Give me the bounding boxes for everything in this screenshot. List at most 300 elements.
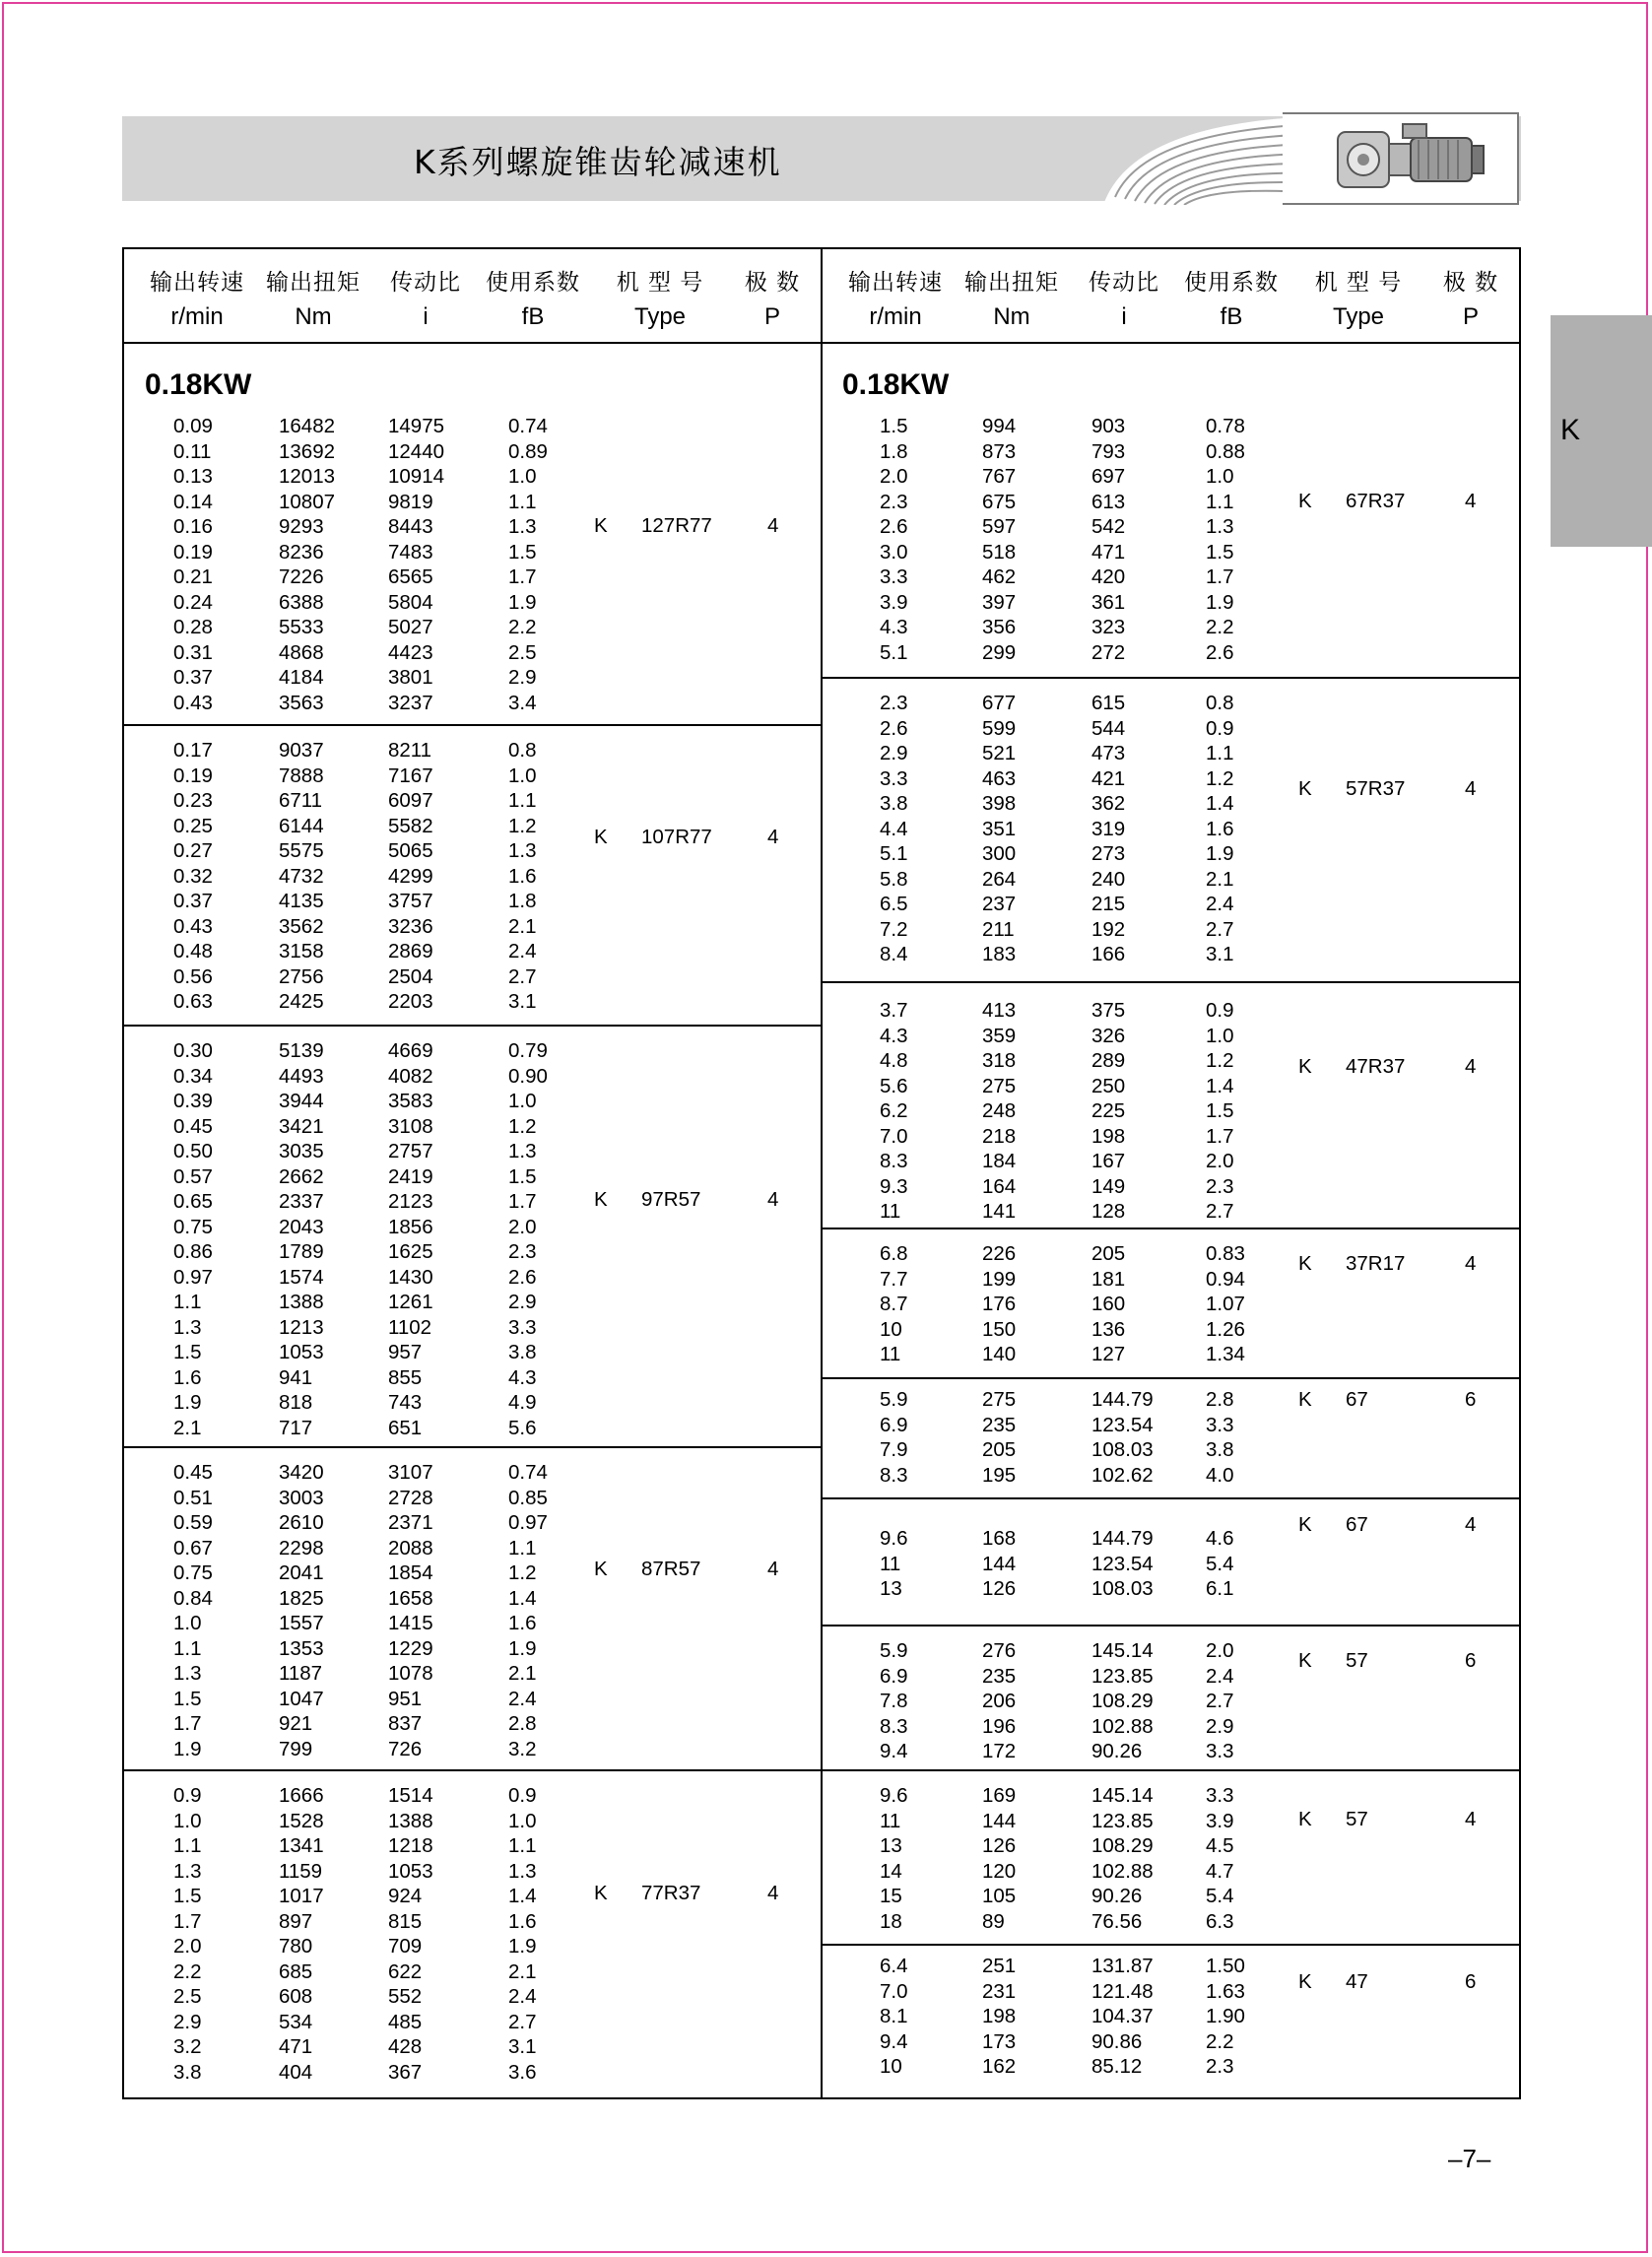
table-cell: 471 bbox=[1091, 540, 1126, 564]
table-cell: 0.48 bbox=[173, 940, 213, 963]
table-cell: 6.2 bbox=[880, 1099, 908, 1122]
table-cell: 3.9 bbox=[1206, 1809, 1234, 1832]
table-cell: 903 bbox=[1091, 415, 1126, 437]
table-cell: 251 bbox=[982, 1955, 1017, 1977]
table-cell: 1.07 bbox=[1206, 1293, 1245, 1315]
table-cell: 613 bbox=[1091, 490, 1126, 513]
table-cell: 0.75 bbox=[173, 1215, 213, 1238]
table-cell: 1.2 bbox=[508, 1114, 537, 1138]
table-cell: 3562 bbox=[279, 914, 324, 938]
table-cell: 13 bbox=[880, 1834, 902, 1857]
group-separator bbox=[822, 1944, 1521, 1946]
table-cell: 485 bbox=[388, 2010, 423, 2033]
table-cell: 289 bbox=[1091, 1049, 1126, 1072]
table-cell: 141 bbox=[982, 1200, 1017, 1223]
column-header-cn: 使用系数 bbox=[1184, 270, 1279, 296]
model-series: K bbox=[594, 514, 608, 537]
table-cell: 102.88 bbox=[1091, 1714, 1154, 1738]
table-cell: 0.85 bbox=[508, 1486, 548, 1509]
table-cell: 123.85 bbox=[1091, 1664, 1154, 1688]
table-cell: 3.8 bbox=[880, 792, 908, 815]
model-series: K bbox=[594, 1882, 608, 1904]
table-cell: 3.1 bbox=[508, 2035, 537, 2058]
table-cell: 1.2 bbox=[1206, 1049, 1234, 1072]
table-cell: 1.7 bbox=[508, 1190, 537, 1213]
table-cell: 2728 bbox=[388, 1486, 433, 1509]
table-cell: 3108 bbox=[388, 1114, 433, 1138]
table-cell: 0.19 bbox=[173, 763, 213, 787]
pole-count: 4 bbox=[1465, 1808, 1477, 1830]
table-cell: 300 bbox=[982, 842, 1017, 865]
table-cell: 0.11 bbox=[173, 439, 212, 463]
table-cell: 2.9 bbox=[1206, 1714, 1234, 1738]
table-cell: 144 bbox=[982, 1809, 1017, 1832]
table-cell: 4732 bbox=[279, 864, 324, 888]
table-cell: 136 bbox=[1091, 1317, 1126, 1341]
table-cell: 0.90 bbox=[508, 1064, 548, 1088]
table-cell: 6.5 bbox=[880, 893, 908, 915]
column-header-cn: 极 数 bbox=[1442, 270, 1499, 296]
table-cell: 0.8 bbox=[508, 739, 537, 762]
table-cell: 3.2 bbox=[508, 1737, 537, 1760]
table-cell: 1856 bbox=[388, 1215, 433, 1238]
table-cell: 1.3 bbox=[173, 1315, 202, 1339]
table-cell: 4.4 bbox=[880, 817, 908, 840]
table-cell: 108.03 bbox=[1091, 1577, 1154, 1600]
table-cell: 1854 bbox=[388, 1561, 433, 1584]
table-cell: 13692 bbox=[279, 439, 336, 463]
table-cell: 235 bbox=[982, 1664, 1017, 1688]
table-cell: 1.6 bbox=[508, 864, 537, 888]
table-cell: 3.8 bbox=[1206, 1438, 1234, 1461]
table-cell: 1102 bbox=[388, 1315, 432, 1339]
table-cell: 941 bbox=[279, 1365, 313, 1389]
pole-count: 4 bbox=[1465, 777, 1477, 800]
table-cell: 8.7 bbox=[880, 1293, 908, 1315]
table-cell: 275 bbox=[982, 1074, 1017, 1097]
table-cell: 2043 bbox=[279, 1215, 324, 1238]
table-cell: 1.4 bbox=[508, 1586, 537, 1610]
table-cell: 1.3 bbox=[1206, 515, 1234, 538]
table-cell: 162 bbox=[982, 2055, 1017, 2078]
table-cell: 14975 bbox=[388, 415, 445, 437]
table-cell: 1.4 bbox=[508, 1885, 537, 1907]
table-cell: 0.21 bbox=[173, 565, 213, 588]
table-cell: 1.6 bbox=[508, 1909, 537, 1933]
table-cell: 6097 bbox=[388, 789, 433, 812]
table-cell: 4.3 bbox=[880, 1024, 908, 1047]
table-cell: 1514 bbox=[388, 1784, 433, 1807]
table-cell: 2.8 bbox=[1206, 1388, 1234, 1411]
column-header-unit: P bbox=[763, 303, 780, 330]
table-cell: 1.6 bbox=[1206, 817, 1234, 840]
table-cell: 9.6 bbox=[880, 1784, 908, 1807]
table-cell: 2.2 bbox=[1206, 2029, 1234, 2053]
table-cell: 697 bbox=[1091, 465, 1126, 488]
table-cell: 198 bbox=[1091, 1124, 1126, 1148]
model-type: 37R17 bbox=[1346, 1252, 1406, 1275]
table-cell: 552 bbox=[388, 1985, 423, 2008]
table-cell: 608 bbox=[279, 1985, 313, 2008]
model-series: K bbox=[1298, 490, 1312, 512]
table-cell: 1.9 bbox=[508, 590, 537, 614]
column-divider bbox=[821, 247, 823, 2099]
table-cell: 0.74 bbox=[508, 415, 548, 437]
table-cell: 9037 bbox=[279, 739, 324, 762]
table-cell: 6.4 bbox=[880, 1955, 908, 1977]
table-cell: 323 bbox=[1091, 616, 1126, 638]
table-cell: 1.26 bbox=[1206, 1317, 1245, 1341]
table-cell: 108.29 bbox=[1091, 1690, 1154, 1712]
table-cell: 5139 bbox=[279, 1039, 324, 1062]
table-cell: 0.37 bbox=[173, 666, 213, 689]
table-cell: 121.48 bbox=[1091, 1979, 1154, 2003]
table-cell: 2662 bbox=[279, 1164, 324, 1188]
table-cell: 3.0 bbox=[880, 540, 908, 564]
page-title: K系列螺旋锥齿轮减速机 bbox=[414, 143, 782, 181]
table-cell: 144.79 bbox=[1091, 1527, 1154, 1550]
table-cell: 5533 bbox=[279, 616, 324, 638]
table-cell: 2.0 bbox=[508, 1215, 537, 1238]
table-cell: 5027 bbox=[388, 616, 433, 638]
model-series: K bbox=[1298, 1808, 1312, 1830]
table-cell: 375 bbox=[1091, 999, 1126, 1022]
table-cell: 90.86 bbox=[1091, 2029, 1143, 2053]
table-cell: 0.45 bbox=[173, 1461, 213, 1484]
table-cell: 2.7 bbox=[1206, 1200, 1234, 1223]
table-cell: 123.54 bbox=[1091, 1413, 1154, 1436]
table-cell: 0.43 bbox=[173, 914, 213, 938]
model-series: K bbox=[594, 1558, 608, 1580]
column-header-unit: Type bbox=[633, 303, 687, 330]
table-cell: 9819 bbox=[388, 490, 433, 513]
column-header-cn: 机 型 号 bbox=[1314, 270, 1403, 296]
table-cell: 3.7 bbox=[880, 999, 908, 1022]
table-cell: 767 bbox=[982, 465, 1017, 488]
table-cell: 2.5 bbox=[508, 640, 537, 664]
table-cell: 717 bbox=[279, 1416, 313, 1439]
power-rating-title: 0.18KW bbox=[842, 368, 950, 401]
table-cell: 1.1 bbox=[173, 1291, 202, 1313]
model-type: 77R37 bbox=[641, 1882, 701, 1904]
table-cell: 1.63 bbox=[1206, 1979, 1245, 2003]
table-cell: 3944 bbox=[279, 1090, 324, 1112]
model-type: 57 bbox=[1346, 1649, 1368, 1672]
table-cell: 1.1 bbox=[173, 1636, 202, 1660]
table-cell: 3.3 bbox=[508, 1315, 537, 1339]
column-header-unit: r/min bbox=[869, 303, 922, 330]
table-cell: 206 bbox=[982, 1690, 1017, 1712]
table-cell: 2.0 bbox=[1206, 1150, 1234, 1172]
table-cell: 1.9 bbox=[508, 1935, 537, 1958]
table-cell: 2504 bbox=[388, 964, 433, 988]
table-cell: 90.26 bbox=[1091, 1885, 1143, 1907]
table-cell: 1388 bbox=[279, 1291, 324, 1313]
table-cell: 2756 bbox=[279, 964, 324, 988]
page-number: –7– bbox=[1448, 2144, 1491, 2173]
table-cell: 10 bbox=[880, 2055, 902, 2078]
table-cell: 3237 bbox=[388, 691, 433, 714]
table-cell: 1.34 bbox=[1206, 1343, 1245, 1365]
group-separator bbox=[122, 1025, 822, 1027]
model-type: 127R77 bbox=[641, 514, 712, 537]
column-header-cn: 输出转速 bbox=[848, 270, 943, 296]
table-cell: 102.62 bbox=[1091, 1463, 1154, 1487]
table-cell: 1218 bbox=[388, 1834, 433, 1857]
table-cell: 1.5 bbox=[173, 1687, 202, 1710]
model-type: 87R57 bbox=[641, 1558, 701, 1580]
table-cell: 5.4 bbox=[1206, 1552, 1234, 1575]
table-cell: 1430 bbox=[388, 1265, 433, 1289]
table-cell: 184 bbox=[982, 1150, 1017, 1172]
table-cell: 0.75 bbox=[173, 1561, 213, 1584]
table-cell: 5575 bbox=[279, 839, 324, 862]
table-cell: 675 bbox=[982, 490, 1017, 513]
table-cell: 2.4 bbox=[508, 1985, 537, 2008]
table-cell: 276 bbox=[982, 1639, 1017, 1662]
header-rule bbox=[122, 342, 1521, 344]
table-cell: 873 bbox=[982, 439, 1017, 463]
table-cell: 167 bbox=[1091, 1150, 1126, 1172]
table-cell: 1.50 bbox=[1206, 1955, 1245, 1977]
table-cell: 2.1 bbox=[1206, 867, 1234, 891]
table-cell: 1.3 bbox=[508, 1859, 537, 1883]
table-cell: 3.8 bbox=[173, 2060, 202, 2084]
table-cell: 2.9 bbox=[508, 1291, 537, 1313]
table-cell: 2.3 bbox=[1206, 1174, 1234, 1198]
table-cell: 326 bbox=[1091, 1024, 1126, 1047]
column-header-cn: 输出扭矩 bbox=[964, 270, 1059, 296]
table-cell: 218 bbox=[982, 1124, 1017, 1148]
table-cell: 5.8 bbox=[880, 867, 908, 891]
table-cell: 3.9 bbox=[880, 590, 908, 614]
table-cell: 211 bbox=[982, 917, 1015, 941]
table-cell: 1.7 bbox=[173, 1909, 202, 1933]
table-cell: 2869 bbox=[388, 940, 433, 963]
table-cell: 6.3 bbox=[1206, 1909, 1234, 1933]
table-cell: 5.9 bbox=[880, 1639, 908, 1662]
table-cell: 12440 bbox=[388, 439, 445, 463]
table-cell: 1.6 bbox=[173, 1365, 202, 1389]
table-cell: 1789 bbox=[279, 1240, 324, 1263]
table-cell: 855 bbox=[388, 1365, 423, 1389]
table-cell: 2.4 bbox=[1206, 1664, 1234, 1688]
table-cell: 534 bbox=[279, 2010, 313, 2033]
table-cell: 3035 bbox=[279, 1140, 324, 1162]
table-cell: 1.5 bbox=[508, 1164, 537, 1188]
table-cell: 4299 bbox=[388, 864, 433, 888]
table-cell: 367 bbox=[388, 2060, 423, 2084]
table-cell: 1.0 bbox=[1206, 1024, 1234, 1047]
table-cell: 1.0 bbox=[508, 763, 537, 787]
table-cell: 3.3 bbox=[1206, 1784, 1234, 1807]
table-cell: 89 bbox=[982, 1909, 1005, 1933]
table-cell: 0.65 bbox=[173, 1190, 213, 1213]
table-cell: 2.0 bbox=[880, 465, 908, 488]
table-cell: 709 bbox=[388, 1935, 423, 1958]
model-type: 67R37 bbox=[1346, 490, 1406, 512]
table-cell: 2.7 bbox=[508, 964, 537, 988]
pole-count: 4 bbox=[1465, 1055, 1477, 1078]
table-cell: 127 bbox=[1091, 1343, 1126, 1365]
table-cell: 685 bbox=[279, 1959, 313, 1983]
column-header-cn: 传动比 bbox=[390, 270, 461, 296]
table-cell: 2.8 bbox=[508, 1712, 537, 1735]
table-cell: 1.4 bbox=[1206, 1074, 1234, 1097]
table-cell: 0.9 bbox=[1206, 716, 1234, 740]
table-cell: 743 bbox=[388, 1391, 423, 1414]
table-cell: 2.2 bbox=[173, 1959, 202, 1983]
table-cell: 1.4 bbox=[1206, 792, 1234, 815]
table-cell: 1.5 bbox=[880, 415, 908, 437]
decorative-stripes bbox=[1064, 112, 1320, 205]
table-cell: 8.1 bbox=[880, 2005, 908, 2027]
section-tab bbox=[1551, 315, 1652, 547]
table-cell: 1229 bbox=[388, 1636, 433, 1660]
table-cell: 0.23 bbox=[173, 789, 213, 812]
table-cell: 1.6 bbox=[508, 1612, 537, 1634]
table-cell: 4.9 bbox=[508, 1391, 537, 1414]
table-cell: 3.4 bbox=[508, 691, 537, 714]
table-cell: 0.16 bbox=[173, 515, 213, 538]
column-header-unit: i bbox=[423, 303, 429, 330]
table-cell: 18 bbox=[880, 1909, 902, 1933]
table-cell: 1353 bbox=[279, 1636, 324, 1660]
table-cell: 6144 bbox=[279, 814, 324, 837]
pole-count: 6 bbox=[1465, 1388, 1477, 1411]
table-cell: 7167 bbox=[388, 763, 433, 787]
table-cell: 924 bbox=[388, 1885, 423, 1907]
table-cell: 123.54 bbox=[1091, 1552, 1154, 1575]
table-cell: 1.5 bbox=[508, 540, 537, 564]
table-cell: 5065 bbox=[388, 839, 433, 862]
table-cell: 9.6 bbox=[880, 1527, 908, 1550]
table-cell: 0.17 bbox=[173, 739, 213, 762]
table-cell: 172 bbox=[982, 1740, 1017, 1762]
table-cell: 897 bbox=[279, 1909, 313, 1933]
table-cell: 2.0 bbox=[173, 1935, 202, 1958]
table-cell: 473 bbox=[1091, 742, 1126, 764]
table-cell: 6388 bbox=[279, 590, 324, 614]
table-cell: 597 bbox=[982, 515, 1017, 538]
table-cell: 126 bbox=[982, 1577, 1017, 1600]
table-cell: 2419 bbox=[388, 1164, 433, 1188]
table-cell: 173 bbox=[982, 2029, 1017, 2053]
table-cell: 2.3 bbox=[880, 490, 908, 513]
table-cell: 108.29 bbox=[1091, 1834, 1154, 1857]
model-series: K bbox=[1298, 1252, 1312, 1275]
table-cell: 4.6 bbox=[1206, 1527, 1234, 1550]
table-cell: 1.9 bbox=[1206, 590, 1234, 614]
table-cell: 8.4 bbox=[880, 943, 908, 965]
table-cell: 8443 bbox=[388, 515, 433, 538]
table-cell: 275 bbox=[982, 1388, 1017, 1411]
table-cell: 356 bbox=[982, 616, 1017, 638]
model-type: 47 bbox=[1346, 1970, 1368, 1993]
table-cell: 0.51 bbox=[173, 1486, 213, 1509]
table-cell: 176 bbox=[982, 1293, 1017, 1315]
table-cell: 2.3 bbox=[880, 692, 908, 714]
model-type: 97R57 bbox=[641, 1188, 701, 1211]
table-cell: 542 bbox=[1091, 515, 1126, 538]
table-cell: 0.30 bbox=[173, 1039, 213, 1062]
table-cell: 3420 bbox=[279, 1461, 324, 1484]
table-cell: 994 bbox=[982, 415, 1017, 437]
table-cell: 318 bbox=[982, 1049, 1017, 1072]
table-cell: 0.9 bbox=[173, 1784, 202, 1807]
table-cell: 397 bbox=[982, 590, 1017, 614]
table-cell: 0.9 bbox=[508, 1784, 537, 1807]
table-cell: 5582 bbox=[388, 814, 433, 837]
column-header-unit: i bbox=[1121, 303, 1127, 330]
table-cell: 7.7 bbox=[880, 1267, 908, 1291]
table-cell: 471 bbox=[279, 2035, 313, 2058]
table-cell: 5.6 bbox=[880, 1074, 908, 1097]
table-cell: 2.9 bbox=[880, 742, 908, 764]
table-cell: 2757 bbox=[388, 1140, 433, 1162]
table-cell: 1213 bbox=[279, 1315, 324, 1339]
table-cell: 1.9 bbox=[1206, 842, 1234, 865]
table-cell: 14 bbox=[880, 1859, 902, 1883]
table-cell: 2.7 bbox=[508, 2010, 537, 2033]
table-cell: 428 bbox=[388, 2035, 423, 2058]
table-cell: 235 bbox=[982, 1413, 1017, 1436]
table-cell: 0.09 bbox=[173, 415, 213, 437]
table-cell: 1388 bbox=[388, 1809, 433, 1832]
table-cell: 16482 bbox=[279, 415, 336, 437]
table-cell: 4868 bbox=[279, 640, 324, 664]
table-cell: 273 bbox=[1091, 842, 1126, 865]
table-cell: 2.6 bbox=[1206, 640, 1234, 664]
table-cell: 1557 bbox=[279, 1612, 324, 1634]
table-cell: 1.9 bbox=[508, 1636, 537, 1660]
table-cell: 1.0 bbox=[508, 1090, 537, 1112]
table-cell: 0.74 bbox=[508, 1461, 548, 1484]
column-header-unit: Type bbox=[1332, 303, 1385, 330]
table-cell: 8.3 bbox=[880, 1463, 908, 1487]
table-cell: 2088 bbox=[388, 1536, 433, 1560]
table-cell: 4669 bbox=[388, 1039, 433, 1062]
table-cell: 4.8 bbox=[880, 1049, 908, 1072]
pole-count: 4 bbox=[767, 1882, 779, 1904]
table-cell: 181 bbox=[1091, 1267, 1126, 1291]
column-header-unit: P bbox=[1462, 303, 1479, 330]
table-cell: 7226 bbox=[279, 565, 324, 588]
table-cell: 2123 bbox=[388, 1190, 433, 1213]
table-cell: 2.6 bbox=[880, 716, 908, 740]
table-cell: 3.3 bbox=[1206, 1413, 1234, 1436]
gear-motor-icon bbox=[1320, 116, 1497, 199]
power-rating-title: 0.18KW bbox=[145, 368, 252, 401]
table-cell: 2425 bbox=[279, 990, 324, 1013]
table-cell: 7.0 bbox=[880, 1124, 908, 1148]
table-cell: 1625 bbox=[388, 1240, 433, 1263]
pole-count: 6 bbox=[1465, 1649, 1477, 1672]
table-cell: 651 bbox=[388, 1416, 423, 1439]
table-cell: 2337 bbox=[279, 1190, 324, 1213]
table-cell: 144 bbox=[982, 1552, 1017, 1575]
table-cell: 7483 bbox=[388, 540, 433, 564]
table-cell: 2610 bbox=[279, 1511, 324, 1534]
model-series: K bbox=[594, 1188, 608, 1211]
table-cell: 168 bbox=[982, 1527, 1017, 1550]
table-cell: 0.97 bbox=[173, 1265, 213, 1289]
table-cell: 272 bbox=[1091, 640, 1126, 664]
table-cell: 0.57 bbox=[173, 1164, 213, 1188]
table-cell: 11 bbox=[880, 1809, 901, 1832]
table-cell: 0.27 bbox=[173, 839, 213, 862]
table-cell: 0.34 bbox=[173, 1064, 213, 1088]
